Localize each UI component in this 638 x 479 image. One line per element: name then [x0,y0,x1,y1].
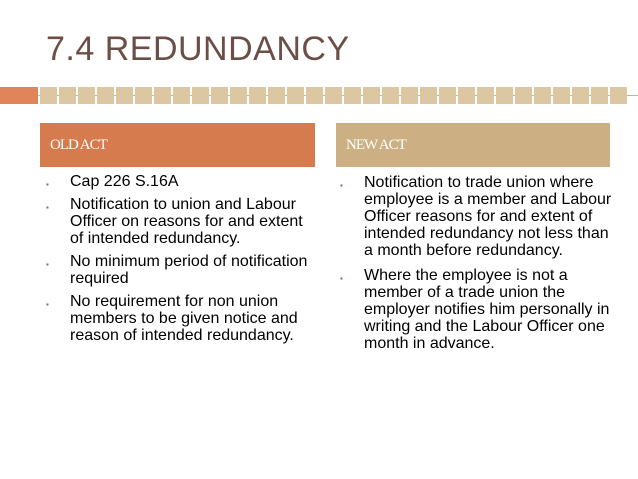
new-act-item-text: Where the employee is not a member of a trade union the employer notifies him personally in writing and the Labour Officer one month in advance. [364,267,610,352]
accent-square [591,87,608,104]
accent-square [306,87,323,104]
bullet-icon: ▪ [46,180,49,189]
accent-square [477,87,494,104]
slide-title: 7.4 REDUNDANCY [46,30,350,68]
accent-squares [40,87,627,104]
accent-square [154,87,171,104]
accent-square [496,87,513,104]
bullet-icon: ▪ [340,181,343,190]
accent-square [116,87,133,104]
new-act-item [330,267,620,352]
old-act-item [40,253,315,287]
accent-square [287,87,304,104]
accent-square [173,87,190,104]
accent-square [268,87,285,104]
accent-square [230,87,247,104]
old-act-item [40,196,315,247]
accent-square [458,87,475,104]
accent-square [192,87,209,104]
accent-square [211,87,228,104]
accent-square [344,87,361,104]
old-act-header: OLD ACT [40,123,315,167]
accent-square [135,87,152,104]
bullet-icon: ▪ [46,260,49,269]
accent-square [572,87,589,104]
accent-square [363,87,380,104]
accent-square [610,87,627,104]
old-act-item-text: Cap 226 S.16A [70,173,179,190]
old-act-item [40,293,315,344]
new-act-item [330,174,620,259]
accent-square [249,87,266,104]
accent-square [534,87,551,104]
accent-square [382,87,399,104]
accent-square [59,87,76,104]
accent-square [420,87,437,104]
new-act-item-text: Notification to trade union where employee is a member and Labour Officer reasons for and extent of intended redundancy not less than a month before redundancy. [364,174,612,259]
accent-square [97,87,114,104]
accent-bar [0,87,38,104]
old-act-item [40,173,315,190]
accent-square [553,87,570,104]
bullet-icon: ▪ [46,300,49,309]
accent-square [325,87,342,104]
bullet-icon: ▪ [340,274,343,283]
old-act-item-text: No minimum period of notification required [70,253,308,287]
accent-square [40,87,57,104]
accent-square [439,87,456,104]
accent-square [515,87,532,104]
accent-square [401,87,418,104]
bullet-icon: ▪ [46,203,49,212]
new-act-list [330,174,620,360]
new-act-header: NEW ACT [336,123,610,167]
accent-square [78,87,95,104]
old-act-list [40,173,315,350]
old-act-item-text: Notification to union and Labour Officer on reasons for and extent of intended redundancy. [70,196,303,247]
old-act-item-text: No requirement for non union members to be given notice and reason of intended redundancy. [70,293,298,344]
